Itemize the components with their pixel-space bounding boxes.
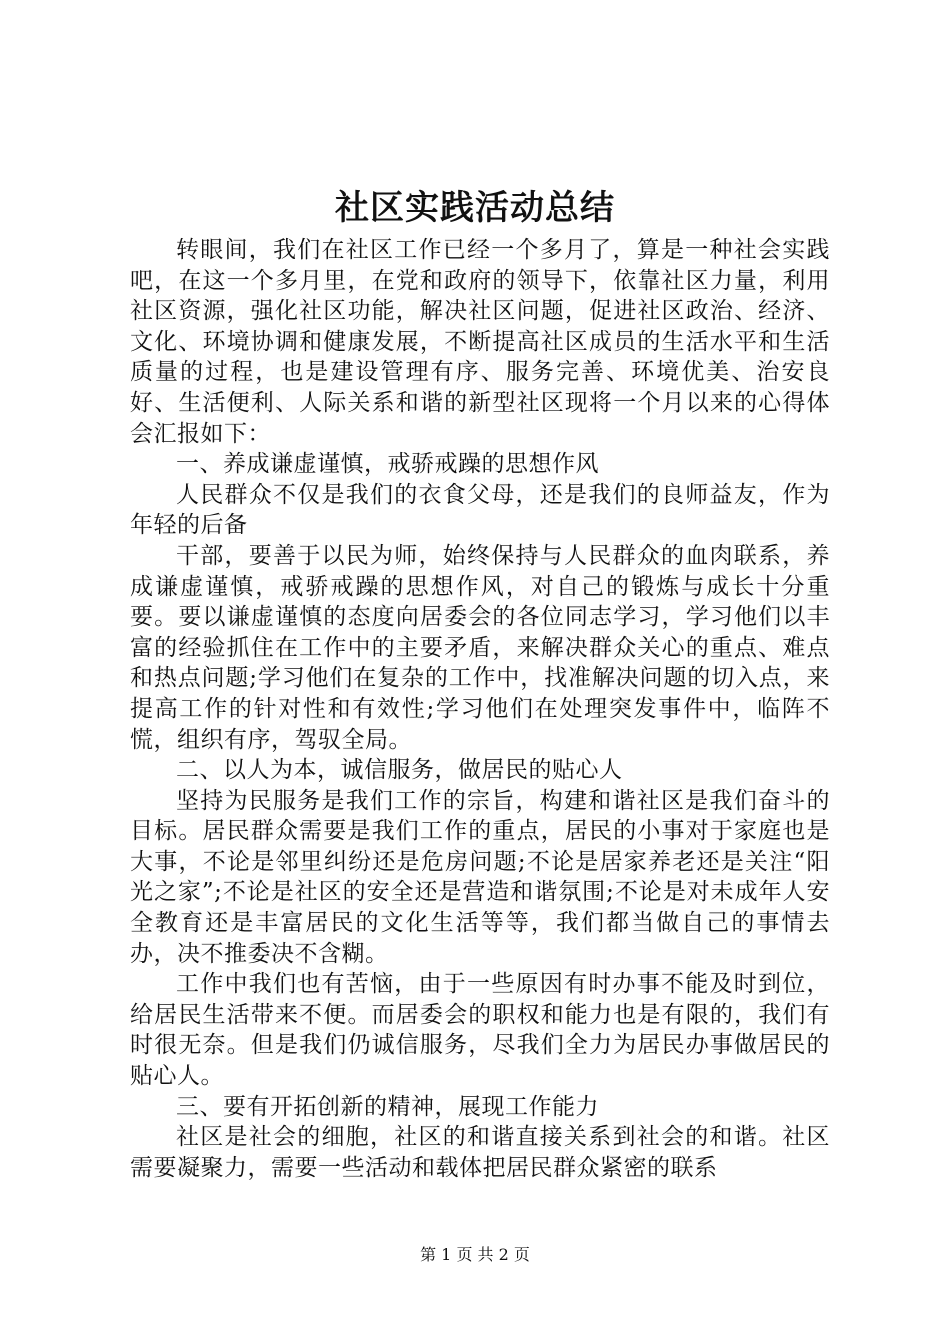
body-paragraph: 工作中我们也有苦恼，由于一些原因有时办事不能及时到位，给居民生活带来不便。而居委会的职权和能力也是有限的，我们有时很无奈。但是我们仍诚信服务，尽我们全力为居民办事做居民的贴心人。 [130, 971, 830, 1090]
section-heading-2: 二、以人为本，诚信服务，做居民的贴心人 [176, 757, 623, 784]
body-paragraph: 坚持为民服务是我们工作的宗旨，构建和谐社区是我们奋斗的目标。居民群众需要是我们工作的重点，居民的小事对于家庭也是大事，不论是邻里纠纷还是危房问题;不论是居家养老还是关注“阳光之家”;不论是社区的安全还是营造和谐氛围;不论是对未成年人安全教育还是丰富居民的文化生活等等，我们都当做自己的事情去办，决不推委决不含糊。 [130, 787, 830, 967]
page-title: 社区实践活动总结 [335, 188, 615, 228]
body-paragraph: 人民群众不仅是我们的衣食父母，还是我们的良师益友，作为年轻的后备 [130, 481, 830, 539]
body-paragraph: 干部，要善于以民为师，始终保持与人民群众的血肉联系，养成谦虚谨慎，戒骄戒躁的思想作风，对自己的锻炼与成长十分重要。要以谦虚谨慎的态度向居委会的各位同志学习，学习他们以丰富的经验抓住在工作中的主要矛盾，来解决群众关心的重点、难点和热点问题;学习他们在复杂的工作中，找准解决问题的切入点，来提高工作的针对性和有效性;学习他们在处理突发事件中，临阵不慌，组织有序，驾驭全局。 [130, 542, 830, 753]
section-heading-3: 三、要有开拓创新的精神，展现工作能力 [176, 1093, 599, 1120]
document-body [130, 235, 830, 1183]
body-paragraph: 社区是社会的细胞，社区的和谐直接关系到社会的和谐。社区需要凝聚力，需要一些活动和载体把居民群众紧密的联系 [130, 1124, 830, 1181]
section-heading-1: 一、养成谦虚谨慎，戒骄戒躁的思想作风 [176, 451, 599, 478]
page-footer: 第 1 页 共 2 页 [420, 1245, 530, 1264]
intro-paragraph: 转眼间，我们在社区工作已经一个多月了，算是一种社会实践吧，在这一个多月里，在党和政府的领导下，依靠社区力量，利用社区资源，强化社区功能，解决社区问题，促进社区政治、经济、文化、环境协调和健康发展，不断提高社区成员的生活水平和生活质量的过程，也是建设管理有序、服务完善、环境优美、治安良好、生活便利、人际关系和谐的新型社区现将一个月以来的心得体会汇报如下： [130, 237, 830, 447]
